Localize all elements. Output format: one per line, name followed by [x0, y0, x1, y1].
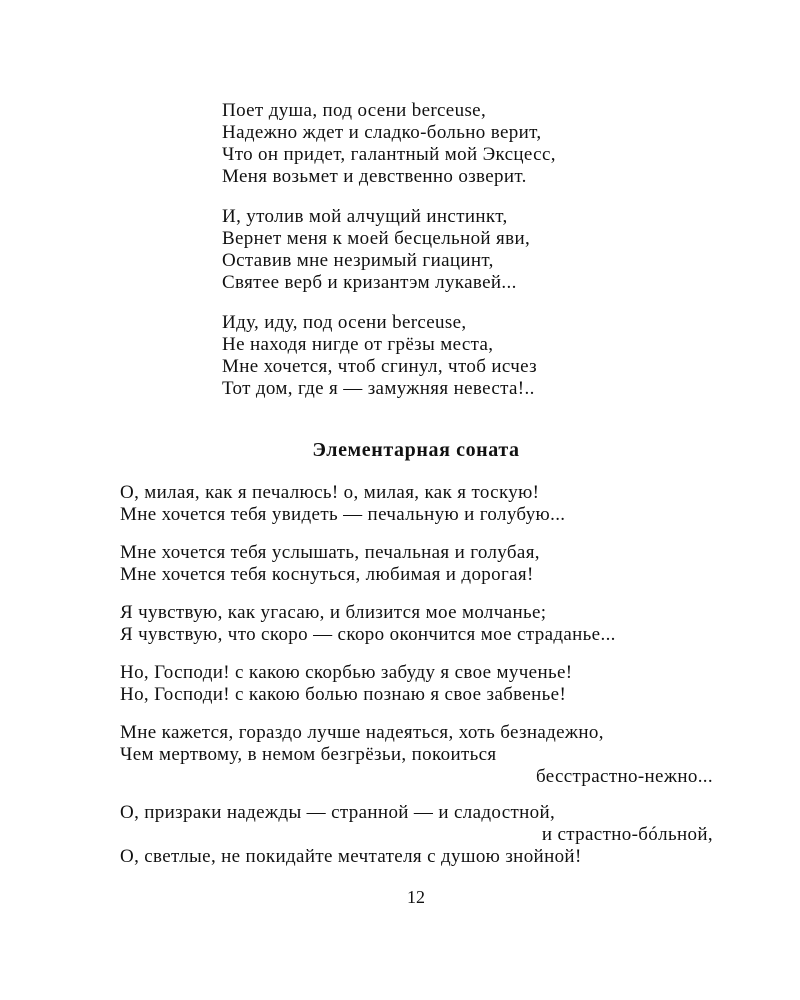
page-number: 12: [407, 887, 425, 907]
poem-title: Элементарная соната: [312, 439, 520, 461]
poem1-line: Святее верб и кризантэм лукавей...: [222, 272, 517, 293]
poem1-line: Поет душа, под осени berceuse,: [222, 100, 487, 121]
poem1-line: Оставив мне незримый гиацинт,: [222, 250, 494, 271]
poem2-line: Мне хочется тебя коснуться, любимая и дорогая!: [120, 564, 534, 585]
poem1-line: Иду, иду, под осени berceuse,: [222, 312, 467, 333]
poem2-line: Мне кажется, гораздо лучше надеяться, хоть безнадежно,: [120, 722, 604, 743]
poem1-line: Мне хочется, чтоб сгинул, чтоб исчез: [222, 356, 538, 377]
poem2-line: Я чувствую, что скоро — скоро окончится мое страданье...: [120, 624, 616, 645]
poem1-line: Надежно ждет и сладко-больно верит,: [222, 122, 542, 143]
poem2-line: Мне хочется тебя увидеть — печальную и голубую...: [120, 504, 566, 525]
poem2-line: Я чувствую, как угасаю, и близится мое молчанье;: [120, 602, 547, 623]
poem1-line: Не находя нигде от грёзы места,: [222, 334, 494, 355]
poem2-line: Но, Господи! с какою болью познаю я свое забвенье!: [120, 684, 567, 705]
poem2-line-continuation: бесстрастно-нежно...: [535, 766, 713, 787]
poem2-line: Чем мертвому, в немом безгрёзьи, покоиться: [120, 744, 497, 765]
poem1-line: Вернет меня к моей бесцельной яви,: [222, 228, 531, 249]
poem2-line: Но, Господи! с какою скорбью забуду я свое мученье!: [120, 662, 573, 683]
poem1-line: И, утолив мой алчущий инстинкт,: [222, 206, 508, 227]
poem2-line: О, призраки надежды — странной — и сладостной,: [120, 802, 556, 823]
poem2-line: О, милая, как я печалюсь! о, милая, как я тоскую!: [120, 482, 540, 503]
poem1-line: Тот дом, где я — замужняя невеста!..: [222, 378, 535, 399]
poem2-line: Мне хочется тебя услышать, печальная и голубая,: [120, 542, 540, 563]
poem1-line: Меня возьмет и девственно озверит.: [222, 166, 527, 187]
poem2-line-continuation: и страстно-бóльной,: [541, 824, 713, 845]
poem2-line: О, светлые, не покидайте мечтателя с душою знойной!: [120, 846, 582, 867]
poem1-line: Что он придет, галантный мой Эксцесс,: [222, 144, 556, 165]
